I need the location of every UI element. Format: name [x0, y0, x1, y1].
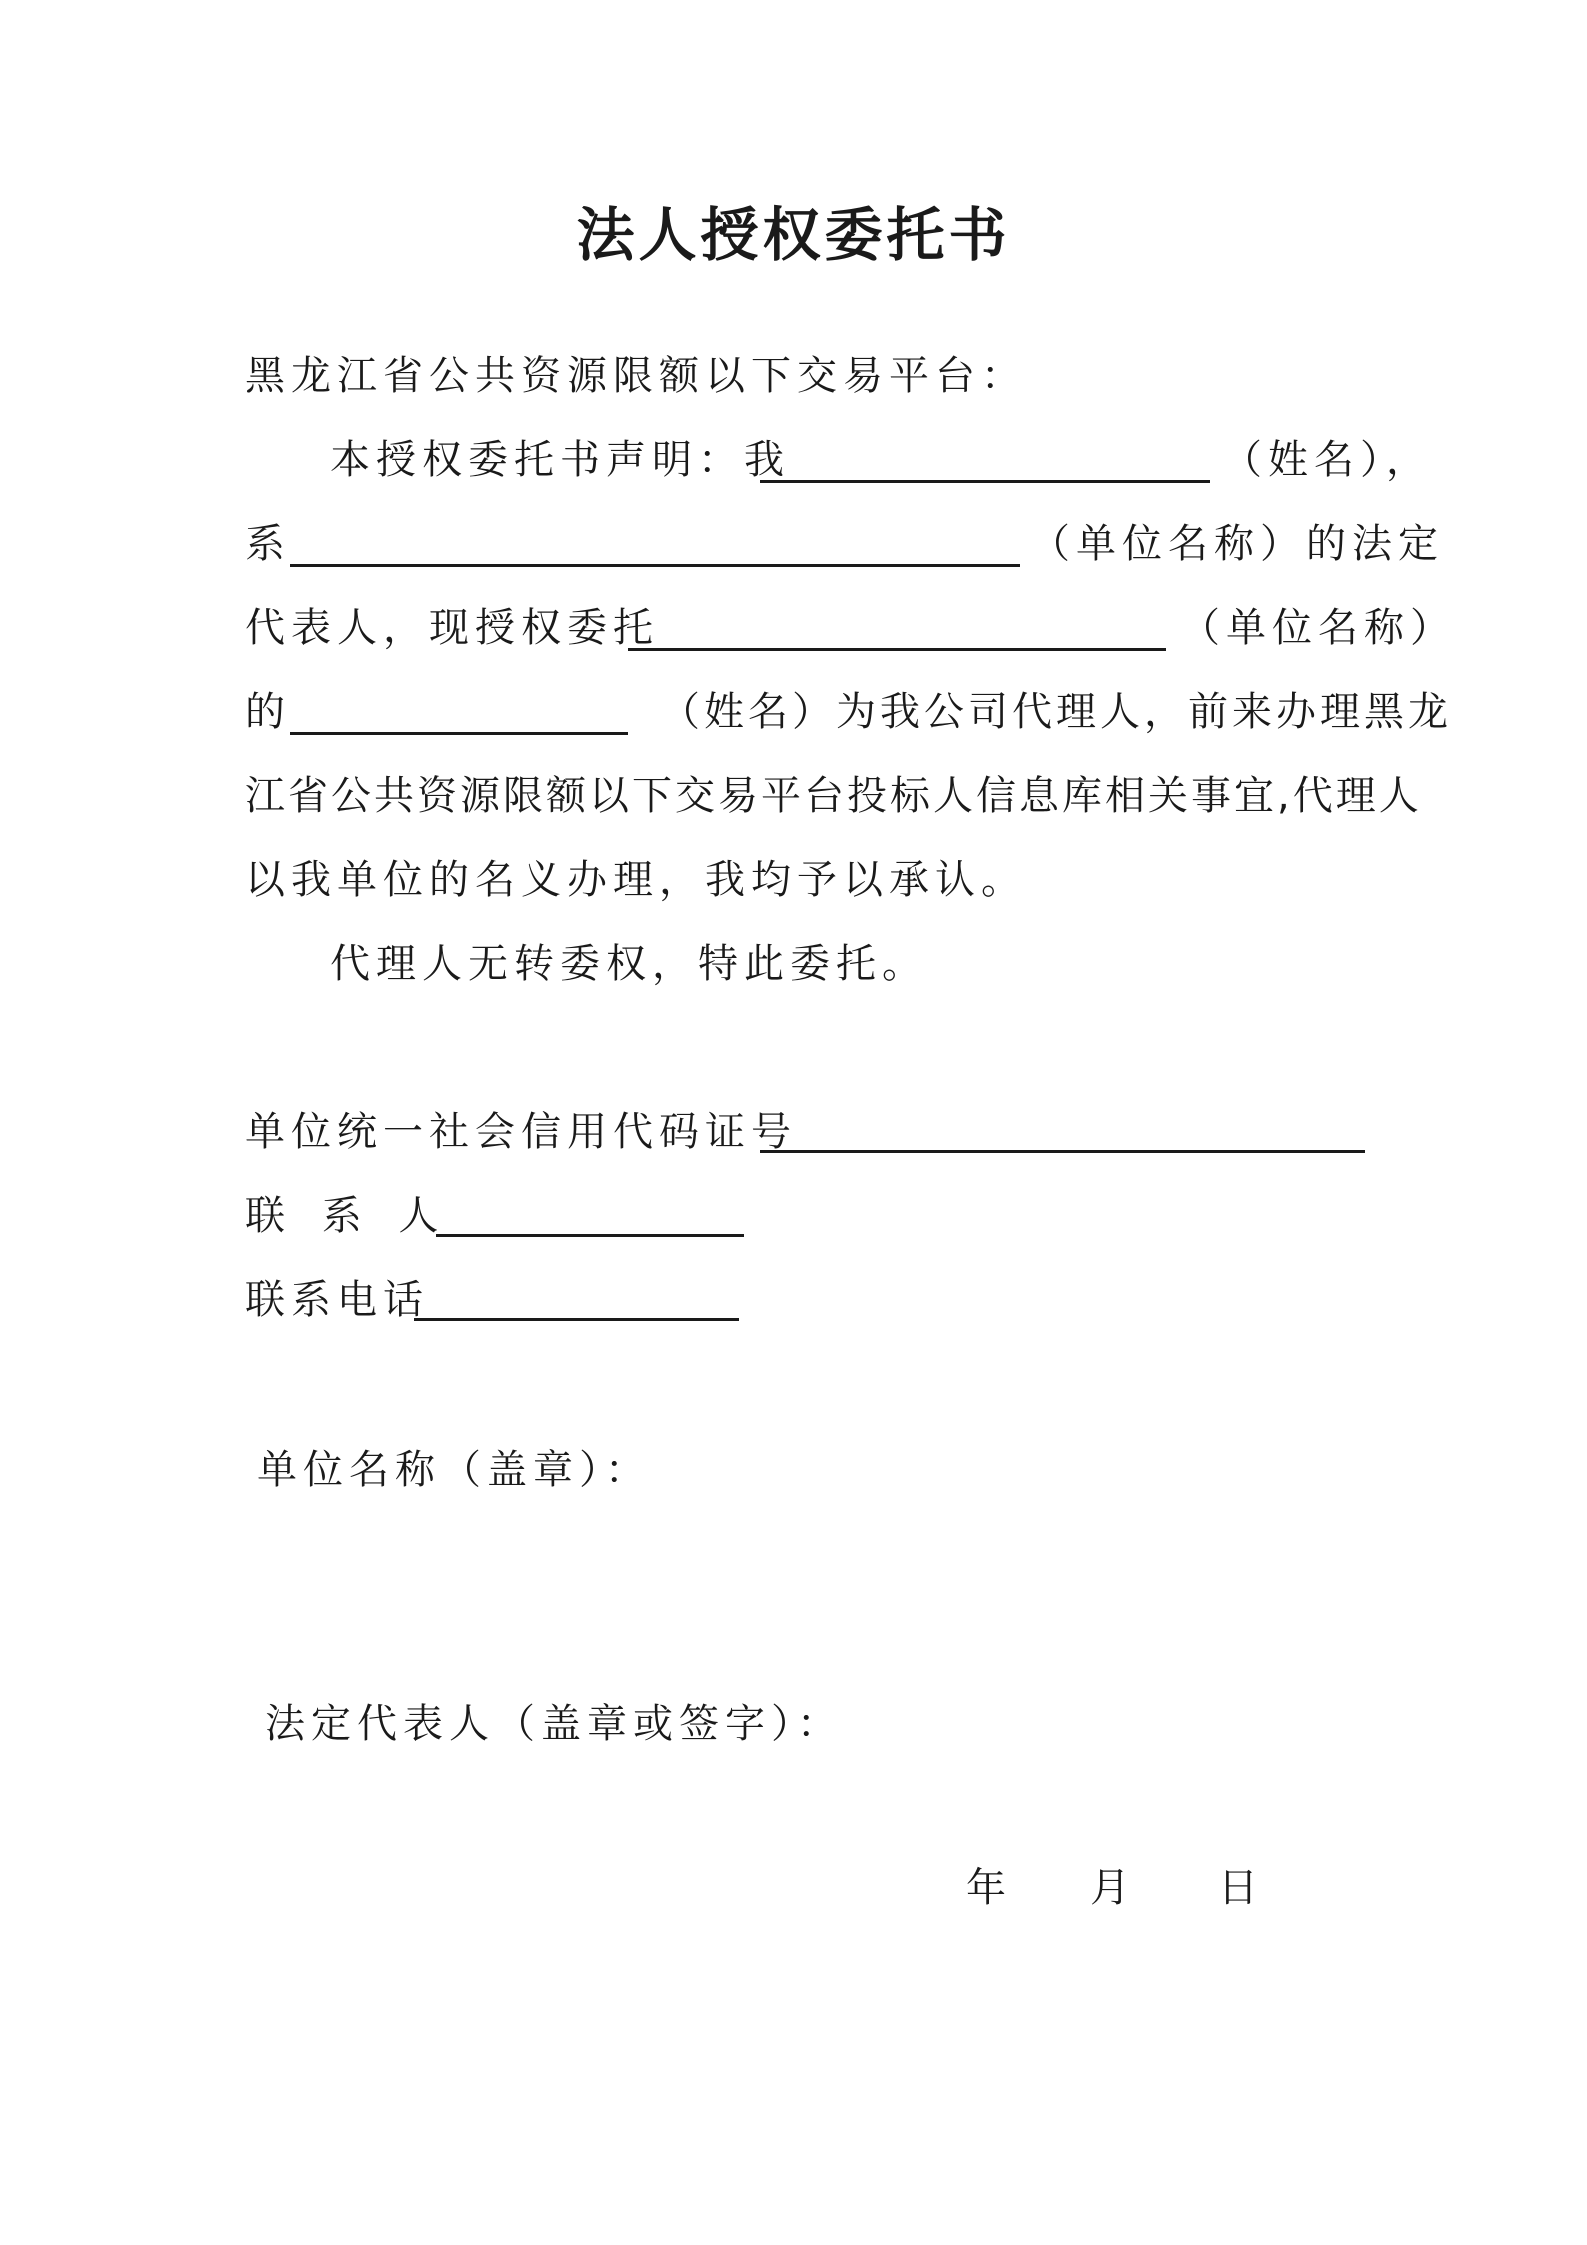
phone-blank[interactable] — [414, 1318, 739, 1321]
date-day: 日 — [1218, 1865, 1258, 1911]
phone-label: 联系电话 — [245, 1277, 429, 1323]
contact-label: 联 系 人 — [245, 1193, 451, 1239]
body-line6: 以我单位的名义办理，我均予以承认。 — [245, 857, 1027, 903]
agent-unit-blank[interactable] — [628, 648, 1166, 651]
page-title: 法人授权委托书 — [576, 201, 1011, 269]
unit-seal-label: 单位名称（盖章）： — [257, 1447, 651, 1493]
legal-rep-label: 法定代表人（盖章或签字）： — [265, 1701, 843, 1747]
body-line2-suffix: （单位名称）的法定 — [1030, 521, 1444, 567]
recipient: 黑龙江省公共资源限额以下交易平台： — [245, 353, 1027, 399]
body-line3-prefix: 代表人，现授权委托 — [245, 605, 659, 651]
body-line7: 代理人无转委权，特此委托。 — [330, 941, 928, 987]
date-month: 月 — [1090, 1865, 1130, 1911]
principal-name-blank[interactable] — [760, 480, 1210, 483]
body-line4-prefix: 的 — [245, 689, 291, 735]
body-line3-suffix: （单位名称） — [1180, 605, 1456, 651]
body-line1-suffix: （姓名）， — [1222, 437, 1432, 483]
agent-name-blank[interactable] — [290, 732, 628, 735]
credit-code-label: 单位统一社会信用代码证号 — [245, 1109, 797, 1155]
credit-code-blank[interactable] — [760, 1150, 1365, 1153]
unit-name-blank[interactable] — [290, 564, 1020, 567]
contact-blank[interactable] — [436, 1234, 744, 1237]
body-line5: 江省公共资源限额以下交易平台投标人信息库相关事宜,代理人 — [245, 773, 1422, 819]
date-year: 年 — [966, 1865, 1006, 1911]
body-line4-suffix: （姓名）为我公司代理人，前来办理黑龙 — [660, 689, 1452, 735]
body-line1-prefix: 本授权委托书声明：我 — [330, 437, 790, 483]
body-line2-prefix: 系 — [245, 521, 291, 567]
